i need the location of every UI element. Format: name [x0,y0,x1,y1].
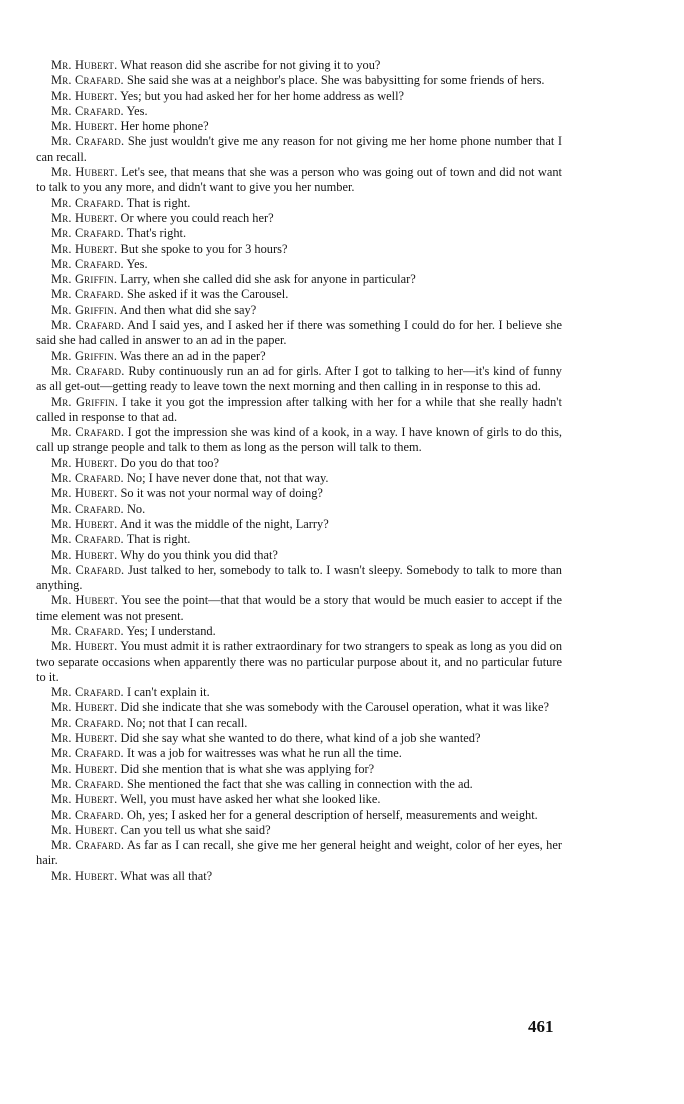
speaker-name: Mr. Crafard. [51,807,124,822]
speaker-name: Mr. Hubert. [51,639,118,654]
speech-text: Yes. [126,256,148,271]
speaker-name: Mr. Hubert. [51,822,118,837]
transcript-paragraph [36,517,562,532]
speaker-name: Mr. Griffin. [51,272,118,287]
speech-text: So it was not your normal way of doing? [120,486,323,501]
speech-text: And it was the middle of the night, Larry? [119,516,329,531]
speech-text: Just talked to her, somebody to talk to. I wasn't sleepy. Somebody to talk to more than anything. [36,562,562,593]
transcript-paragraph [36,211,562,226]
speaker-name: Mr. Crafard. [51,287,124,302]
transcript-paragraph [36,639,562,685]
speaker-name: Mr. Crafard. [51,562,125,577]
transcript-paragraph [36,165,562,196]
transcript-paragraph [36,104,562,119]
transcript-paragraph [36,134,562,165]
transcript-paragraph [36,303,562,318]
transcript-paragraph [36,287,562,302]
transcript-paragraph [36,808,562,823]
transcript-paragraph [36,593,562,624]
speech-text: She asked if it was the Carousel. [126,287,289,302]
speech-text: That is right. [126,532,191,547]
speech-text: Yes; but you had asked her for her home address as well? [120,88,405,103]
speech-text: I take it you got the impression after talking with her for a while that she really hadn't called in response to that ad. [36,394,562,424]
speaker-name: Mr. Crafard. [51,471,124,486]
speech-text: She mentioned the fact that she was calling in connection with the ad. [126,776,473,791]
speaker-name: Mr. Crafard. [51,134,125,149]
speech-text: I can't explain it. [126,685,210,700]
transcript-paragraph [36,349,562,364]
speech-text: What reason did she ascribe for not giving it to you? [120,58,381,72]
transcript-paragraph [36,395,562,426]
speech-text: Yes. [126,103,148,118]
transcript-paragraph [36,89,562,104]
transcript-paragraph [36,242,562,257]
transcript-paragraph [36,58,562,73]
speaker-name: Mr. Hubert. [51,516,118,531]
speech-text: Did she say what she wanted to do there, what kind of a job she wanted? [120,731,481,746]
speaker-name: Mr. Hubert. [51,58,118,72]
transcript-paragraph [36,532,562,547]
transcript-paragraph [36,624,562,639]
transcript-paragraph [36,700,562,715]
transcript-paragraph [36,838,562,869]
speaker-name: Mr. Crafard. [51,256,124,271]
speaker-name: Mr. Crafard. [51,746,124,761]
transcript-paragraph [36,792,562,807]
transcript-paragraph [36,425,562,456]
speaker-name: Mr. Griffin. [51,302,118,317]
transcript-paragraph [36,548,562,563]
speaker-name: Mr. Griffin. [51,394,119,409]
speech-text: Why do you think you did that? [120,547,278,562]
speaker-name: Mr. Crafard. [51,715,124,730]
speaker-name: Mr. Hubert. [51,165,118,180]
speaker-name: Mr. Hubert. [51,486,118,501]
speech-text: That is right. [126,195,191,210]
transcript-paragraph [36,119,562,134]
speech-text: Do you do that too? [120,455,219,470]
transcript-paragraph [36,762,562,777]
transcript-paragraph [36,563,562,594]
transcript-paragraph [36,777,562,792]
speech-text: No; I have never done that, not that way. [126,471,329,486]
transcript-paragraph [36,685,562,700]
speaker-name: Mr. Crafard. [51,425,125,440]
transcript-paragraph [36,486,562,501]
transcript-paragraph [36,364,562,395]
speaker-name: Mr. Hubert. [51,547,118,562]
speaker-name: Mr. Crafard. [51,226,124,241]
speaker-name: Mr. Crafard. [51,838,125,853]
transcript-paragraph [36,731,562,746]
speech-text: Her home phone? [120,119,209,134]
transcript-paragraph [36,823,562,838]
speech-text: As far as I can recall, she give me her general height and weight, color of her eyes, her hair. [36,838,562,868]
speech-text: Let's see, that means that she was a person who was going out of town and did not want to talk to you any more, and didn't want to give you her number. [36,165,562,195]
speaker-name: Mr. Hubert. [51,731,118,746]
speaker-name: Mr. Crafard. [51,623,124,638]
speech-text: But she spoke to you for 3 hours? [120,241,288,256]
speaker-name: Mr. Crafard. [51,103,124,118]
speech-text: Ruby continuously run an ad for girls. After I got to talking to her—it's kind of funny as all get-out—getting ready to leave town the next morning and then calling in in response to this ad. [36,363,562,394]
transcript-paragraph [36,716,562,731]
transcript-paragraph [36,73,562,88]
speaker-name: Mr. Crafard. [51,195,124,210]
speech-text: Can you tell us what she said? [120,822,271,837]
speech-text: Did she indicate that she was somebody with the Carousel operation, what it was like? [120,700,549,715]
speech-text: Well, you must have asked her what she looked like. [120,792,381,807]
speech-text: What was all that? [120,868,213,883]
speaker-name: Mr. Hubert. [51,210,118,225]
speaker-name: Mr. Hubert. [51,241,118,256]
transcript-paragraph [36,502,562,517]
speaker-name: Mr. Crafard. [51,318,125,333]
transcript-paragraph [36,257,562,272]
transcript-paragraph [36,869,562,884]
transcript-paragraph [36,226,562,241]
speech-text: Larry, when she called did she ask for anyone in particular? [120,272,416,287]
speech-text: No; not that I can recall. [126,715,248,730]
speaker-name: Mr. Hubert. [51,792,118,807]
speech-text: Oh, yes; I asked her for a general description of herself, measurements and weight. [126,807,538,822]
speech-text: Did she mention that is what she was applying for? [120,761,375,776]
speaker-name: Mr. Crafard. [51,363,125,378]
transcript-paragraph [36,456,562,471]
speech-text: And I said yes, and I asked her if there was something I could do for her. I believe she said she had called in answer to an ad in the paper. [36,318,562,348]
page-number: 461 [528,1017,554,1036]
transcript-paragraph [36,471,562,486]
speech-text: Or where you could reach her? [120,210,274,225]
speaker-name: Mr. Hubert. [51,700,118,715]
speech-text: And then what did she say? [119,302,257,317]
speech-text: It was a job for waitresses was what he run all the time. [126,746,402,761]
transcript-paragraph [36,746,562,761]
speech-text: No. [126,501,146,516]
speaker-name: Mr. Crafard. [51,501,124,516]
speaker-name: Mr. Griffin. [51,348,118,363]
speaker-name: Mr. Hubert. [51,119,118,134]
speaker-name: Mr. Crafard. [51,73,124,88]
speech-text: Yes; I understand. [126,623,216,638]
speaker-name: Mr. Hubert. [51,455,118,470]
speaker-name: Mr. Crafard. [51,685,124,700]
speaker-name: Mr. Crafard. [51,532,124,547]
transcript-paragraph [36,318,562,349]
speech-text: That's right. [126,226,187,241]
speech-text: She said she was at a neighbor's place. She was babysitting for some friends of hers. [126,73,545,88]
speaker-name: Mr. Hubert. [51,593,118,608]
speaker-name: Mr. Crafard. [51,776,124,791]
speaker-name: Mr. Hubert. [51,88,118,103]
transcript-body [36,58,562,884]
speech-text: You see the point—that that would be a story that would be much easier to accept if the time element was not present. [36,593,562,623]
speaker-name: Mr. Hubert. [51,868,118,883]
speech-text: I got the impression she was kind of a kook, in a way. I have known of girls to do this, call up strange people and talk to them as long as the person will talk to them. [36,425,562,455]
speaker-name: Mr. Hubert. [51,761,118,776]
speech-text: She just wouldn't give me any reason for not giving me her home phone number that I can recall. [36,134,562,164]
speech-text: Was there an ad in the paper? [120,348,266,363]
transcript-paragraph [36,272,562,287]
transcript-paragraph [36,196,562,211]
speech-text: You must admit it is rather extraordinary for two strangers to speak as long as you did on two separate occasions when apparently there was no particular purpose about it, and no particular future to it. [36,639,563,684]
